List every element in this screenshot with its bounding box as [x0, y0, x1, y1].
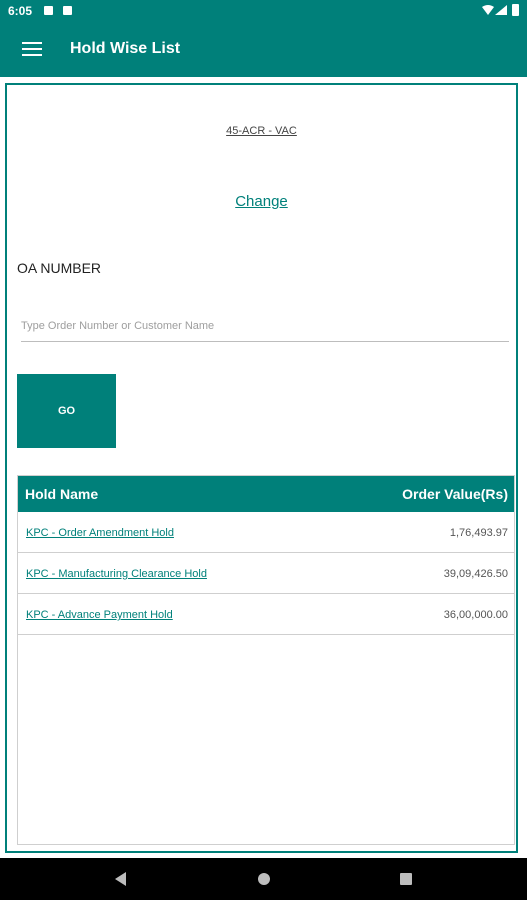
hold-table [17, 475, 515, 845]
page-title: Hold Wise List [70, 40, 181, 57]
change-link[interactable]: Change [235, 193, 288, 210]
order-search-input[interactable] [21, 315, 509, 342]
table-header [18, 476, 514, 512]
hold-name-link[interactable]: KPC - Manufacturing Clearance Hold [26, 568, 207, 580]
sim-card-icon [63, 6, 72, 15]
order-value: 1,76,493.97 [449, 527, 508, 539]
wifi-icon [482, 5, 494, 15]
notification-icon [44, 6, 53, 15]
order-value: 36,00,000.00 [443, 609, 508, 621]
plant-code-label: 45-ACR - VAC [226, 125, 297, 137]
oa-number-label: OA NUMBER [17, 260, 102, 276]
status-time: 6:05 [8, 4, 33, 18]
system-nav-bar [0, 858, 527, 900]
hamburger-menu-icon[interactable] [22, 42, 42, 58]
table-row [18, 553, 514, 594]
app-bar [0, 22, 527, 77]
table-row [18, 512, 514, 553]
hold-name-link[interactable]: KPC - Order Amendment Hold [26, 527, 174, 539]
column-header-hold-name: Hold Name [25, 486, 99, 502]
go-button[interactable]: GO [17, 374, 116, 448]
signal-icon [495, 5, 507, 15]
column-header-order-value: Order Value(Rs) [402, 486, 508, 502]
table-row [18, 594, 514, 635]
battery-icon [512, 4, 519, 16]
content-panel [5, 83, 518, 853]
back-icon[interactable] [115, 872, 126, 886]
status-bar [0, 0, 527, 22]
home-icon[interactable] [258, 873, 270, 885]
hold-name-link[interactable]: KPC - Advance Payment Hold [26, 609, 173, 621]
recents-icon[interactable] [400, 873, 412, 885]
order-value: 39,09,426.50 [443, 568, 508, 580]
